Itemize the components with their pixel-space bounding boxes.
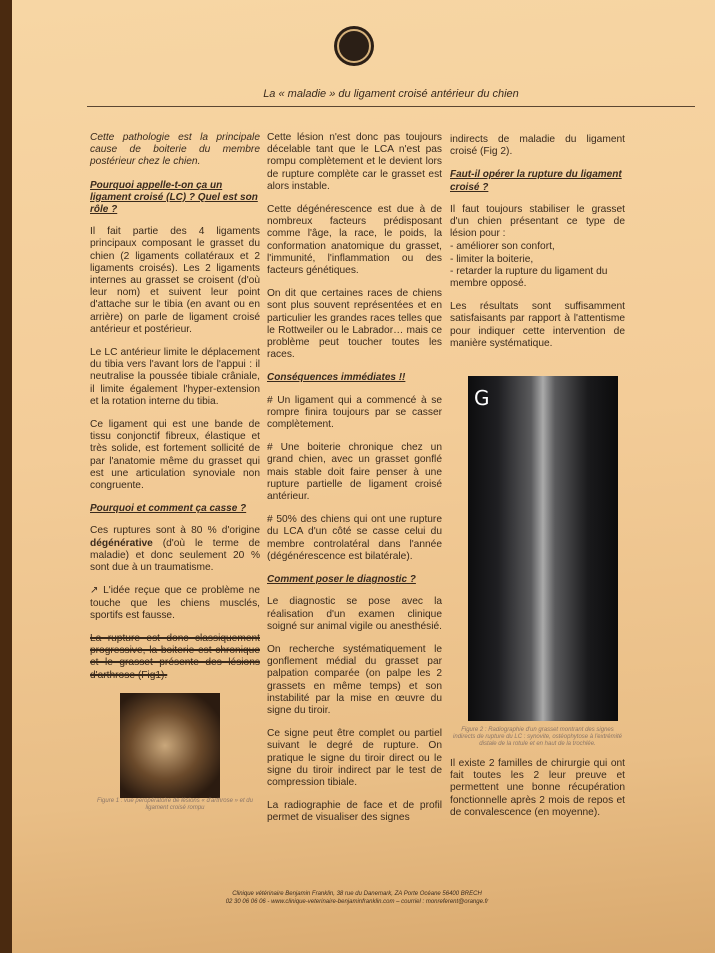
clinic-logo xyxy=(334,26,374,66)
paragraph: ↗ L'idée reçue que ce problème ne touche que les chiens musclés, sportifs est fausse. xyxy=(90,585,260,621)
column-2 xyxy=(267,132,442,836)
paragraph: Le diagnostic se pose avec la réalisation d'un examen clinique soigné sur animal vigile ou anesthésié. xyxy=(267,596,442,632)
paragraph: Cette dégénérescence est due à de nombreux facteurs prédisposant comme l'âge, la race, le poids, la conformation anatomique du grasset, l'immunité, l'inflammation ou des facteurs génétiques. xyxy=(267,204,442,277)
paragraph: Il existe 2 familles de chirurgie qui ont fait toutes les 2 leur preuve et permettent une bonne récupération fonctionnelle après 2 mois de repos et de convalescence (en moyenne). xyxy=(450,758,625,818)
paragraph: # 50% des chiens qui ont une rupture du LCA d'un côté se casse celui du membre controlatéral dans l'année (dégénérescence est bilatérale). xyxy=(267,514,442,562)
list-item: - améliorer son confort, xyxy=(450,241,555,253)
figure-1-caption: Figure 1 : vue peropératoire de lésions « d'arthrose » et du ligament croisé rompu xyxy=(97,797,253,811)
paragraph: Il fait partie des 4 ligaments principaux composant le grasset du chien (2 ligaments collatéraux et 2 ligaments croisés). Les 2 ligaments internes au grasset se croisent (d'où leur nom) et suivent leur point d'attache sur le tibia (en avant ou en arrière) on parle de ligament croisé antérieur et postérieur. xyxy=(90,226,260,335)
text-span: (d'où le terme de maladie) et donc seulement 20 % sont due à un traumatisme. xyxy=(90,537,260,574)
paragraph xyxy=(450,204,625,241)
xray-image xyxy=(468,376,618,721)
paragraph: Les résultats sont suffisamment satisfaisants par rapport à l'attentisme pour indiquer cette intervention de manière systématique. xyxy=(450,301,625,349)
heading-consequences: Conséquences immédiates !! xyxy=(267,372,406,384)
heading-diagnostic: Comment poser le diagnostic ? xyxy=(267,574,416,586)
intro-paragraph: Cette pathologie est la principale cause de boiterie du membre postérieur chez le chien. xyxy=(90,132,260,168)
figure-2-caption: Figure 2 : Radiographie d'un grasset montrant des signes indirects de rupture du LC : synovite, ostéophytose à l'extrémité distale de la rotule et en haut de la trochlée. xyxy=(453,727,622,748)
text-span: Ces ruptures sont à 80 % d'origine xyxy=(90,525,260,537)
paragraph xyxy=(90,525,260,574)
paragraph: # Une boiterie chronique chez un grand chien, avec un grasset gonflé mais stable doit faire penser à une rupture partielle de ligament croisé antérieur. xyxy=(267,442,442,503)
list-item: - limiter la boiterie, xyxy=(450,253,534,265)
paragraph: Cette lésion n'est donc pas toujours décelable tant que le LCA n'est pas rompu complètement et le devient lors de rupture complète car le grasset est alors instable. xyxy=(267,132,442,192)
document-page xyxy=(12,0,715,953)
footer-contact: 02 30 06 06 06 - www.clinique-veterinaire-benjaminfranklin.com – courriel : monreferent@orange.fr xyxy=(225,899,489,905)
heading-role: Pourquoi appelle-t-on ça un ligament croisé (LC) ? Quel est son rôle ? xyxy=(90,179,258,216)
column-3 xyxy=(450,134,625,830)
text-span: Il faut toujours stabiliser le grasset d'un chien présentant ce type de lésion pour : xyxy=(450,203,625,240)
paragraph: On recherche systématiquement le gonflement médial du grasset par palpation comparée (on palpe les 2 grassets en même temps) et son instabilité par la mise en œuvre du signe du tiroir. xyxy=(267,643,442,716)
paragraph: La radiographie de face et de profil permet de visualiser des signes xyxy=(267,800,442,824)
paragraph: Le LC antérieur limite le déplacement du tibia vers l'avant lors de l'appui : il neutralise la poussée tibiale crâniale, il limite également l'hyper-extension et la rotation interne du tibia. xyxy=(90,347,260,407)
text-bold: dégénérative xyxy=(90,537,153,549)
page-header: La « maladie » du ligament croisé antérieur du chien xyxy=(87,88,695,107)
xray-label: G xyxy=(474,386,490,411)
paragraph: Ce signe peut être complet ou partiel suivant le degré de rupture. On pratique le signe du tiroir direct ou le signe du tiroir indirect par le test de compression tibiale. xyxy=(267,728,442,788)
paragraph: indirects de maladie du ligament croisé (Fig 2). xyxy=(450,134,625,158)
figure-1-photo xyxy=(120,693,220,798)
paragraph: Ce ligament qui est une bande de tissu conjonctif fibreux, élastique et très solide, est fortement sollicité de par l'anatomie même du grasset qui est une articulation synoviale non congruente. xyxy=(90,419,260,492)
heading-surgery: Faut-il opérer la rupture du ligament croisé ? xyxy=(450,169,622,193)
heading-cause: Pourquoi et comment ça casse ? xyxy=(90,503,247,515)
footer xyxy=(192,890,522,906)
list-item: - retarder la rupture du ligament du membre opposé. xyxy=(450,265,608,290)
paragraph: On dit que certaines races de chiens sont plus souvent représentées et en particulier les grandes races telles que le Rottweiler ou le Labrador… mais ce problème peut toucher toutes les races. xyxy=(267,288,442,361)
footer-address: Clinique vétérinaire Benjamin Franklin, 38 rue du Danemark, ZA Porte Océane 56400 BRECH xyxy=(232,891,482,897)
paragraph: La rupture est donc classiquement progressive, la boiterie est chronique et le grasset présente des lésions d'arthrose (Fig1). xyxy=(90,632,260,681)
paragraph: # Un ligament qui a commencé à se rompre finira toujours par se casser complètement. xyxy=(267,394,442,431)
column-1 xyxy=(90,132,260,812)
